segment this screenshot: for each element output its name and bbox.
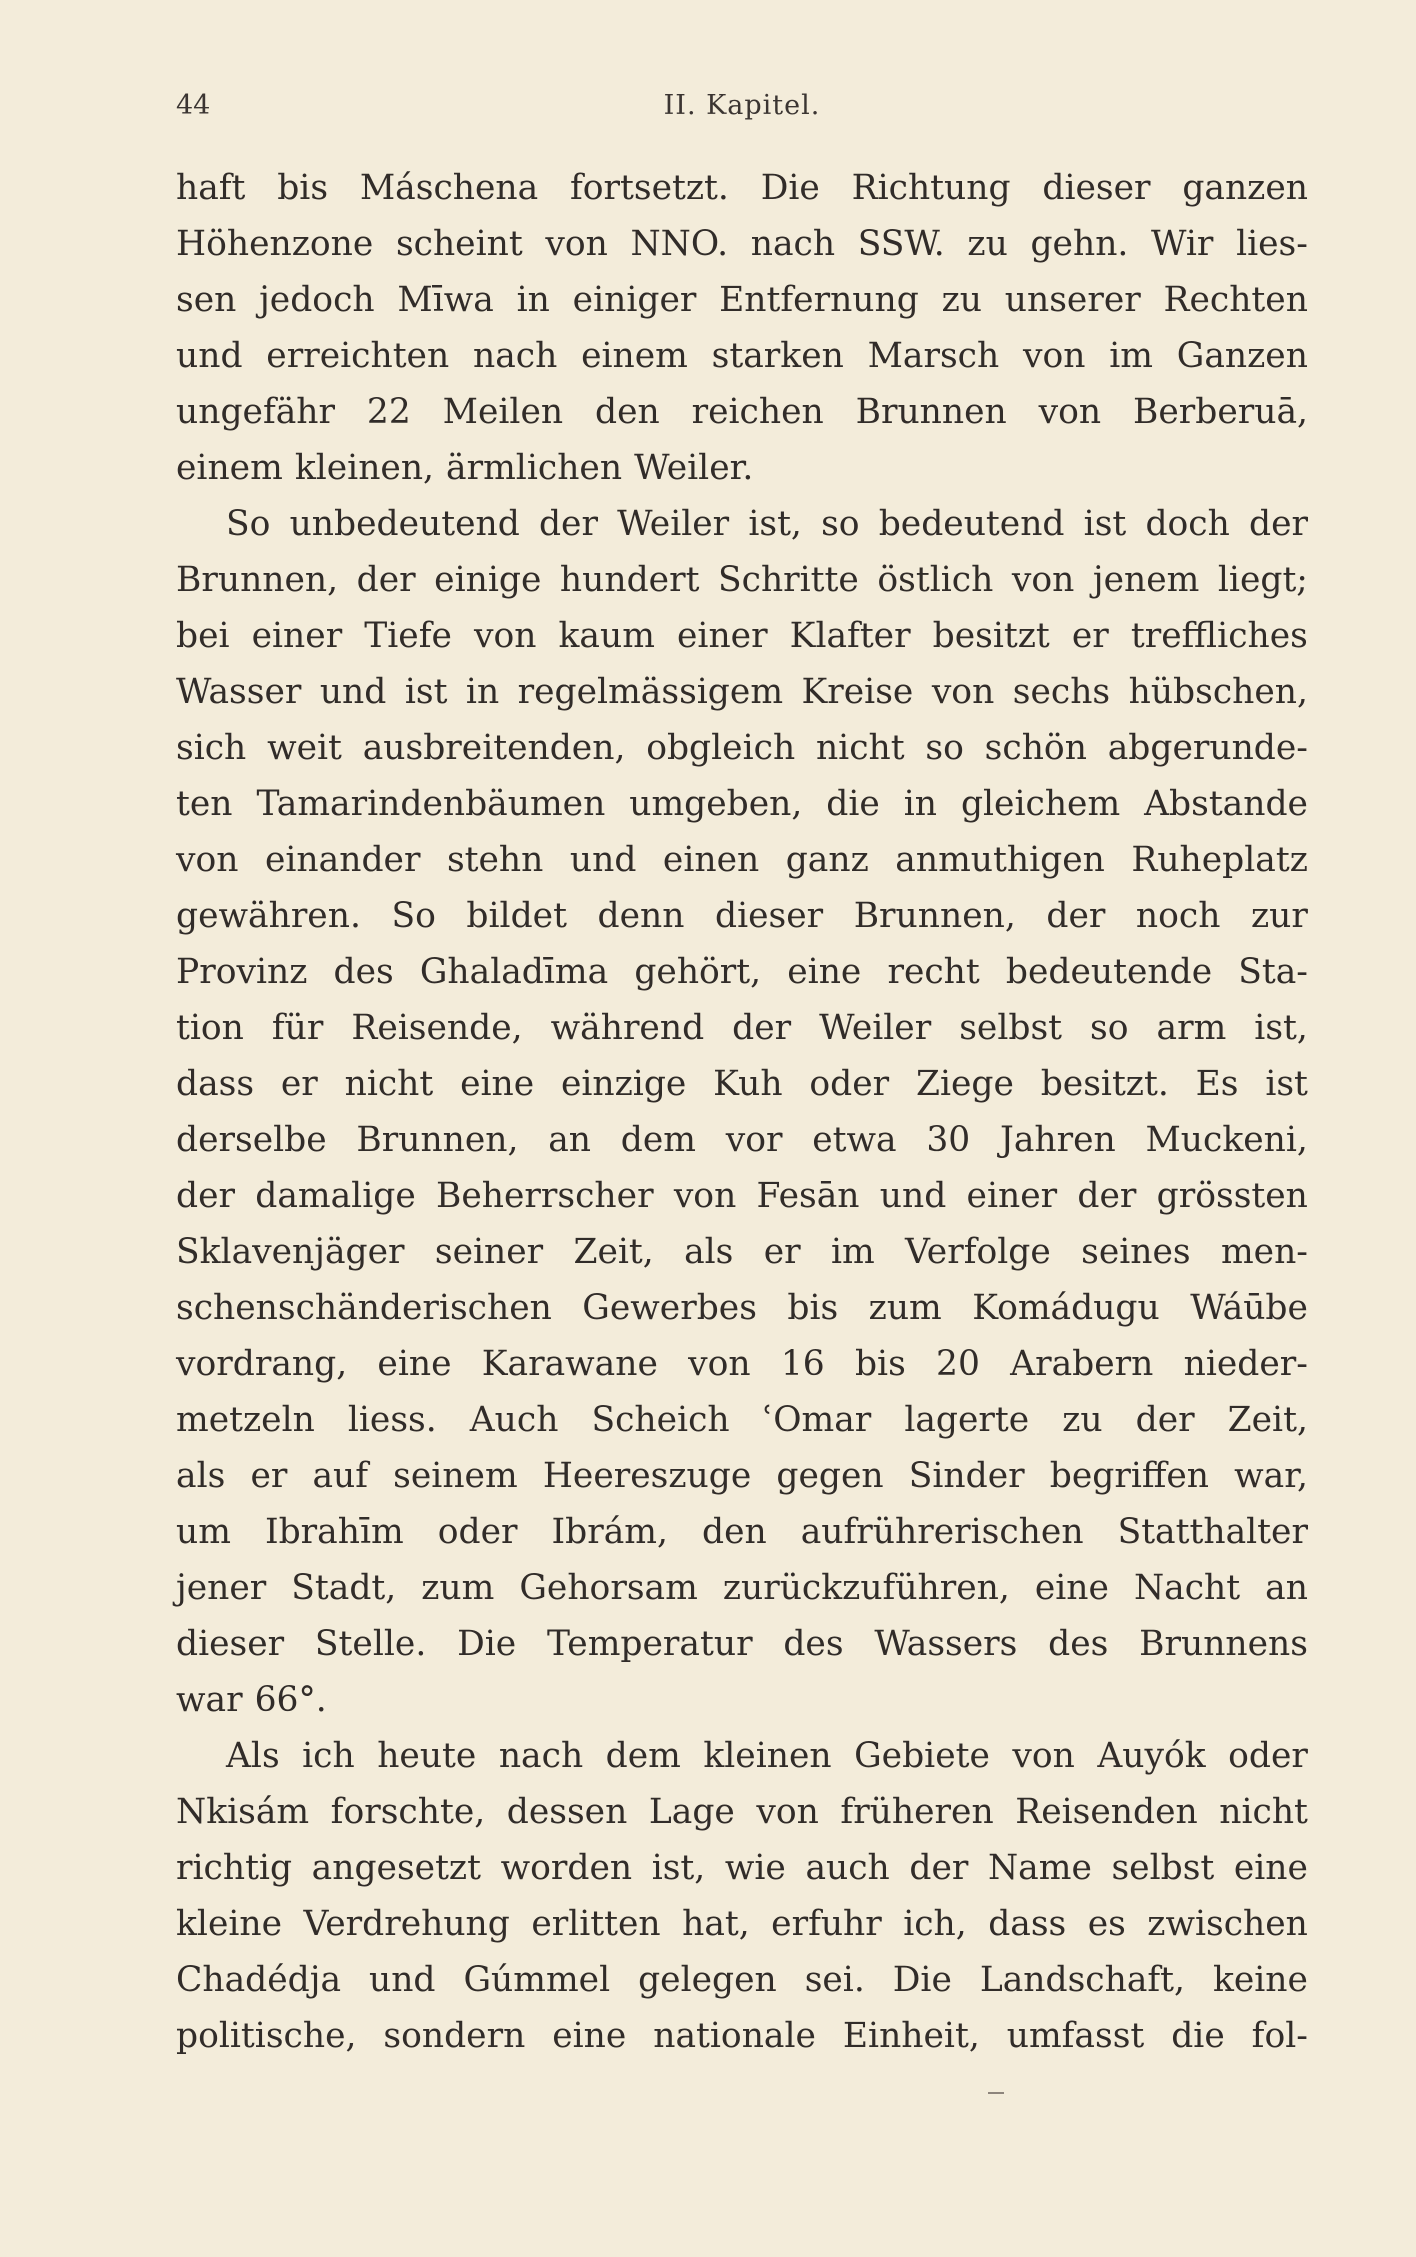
text-line: schenschänderischen Gewerbes bis zum Komádugu Wáūbe bbox=[176, 1288, 1308, 1328]
text-line: als er auf seinem Heereszuge gegen Sinder begriffen war, bbox=[176, 1456, 1308, 1496]
text-line: sich weit ausbreitenden, obgleich nicht so schön abgerunde- bbox=[176, 728, 1308, 768]
page-header bbox=[176, 90, 1308, 130]
text-line: dieser Stelle. Die Temperatur des Wassers des Brunnens bbox=[176, 1624, 1308, 1664]
footer-dash bbox=[988, 2092, 1004, 2094]
text-line: einem kleinen, ärmlichen Weiler. bbox=[176, 448, 754, 488]
text-line: politische, sondern eine nationale Einheit, umfasst die fol- bbox=[176, 2016, 1308, 2056]
text-line: tion für Reisende, während der Weiler selbst so arm ist, bbox=[176, 1008, 1308, 1048]
text-line: ungefähr 22 Meilen den reichen Brunnen von Berberuā, bbox=[176, 392, 1308, 432]
text-line: ten Tamarindenbäumen umgeben, die in gleichem Abstande bbox=[176, 784, 1308, 824]
text-line: Chadédja und Gúmmel gelegen sei. Die Landschaft, keine bbox=[176, 1960, 1308, 2000]
text-line: richtig angesetzt worden ist, wie auch der Name selbst eine bbox=[176, 1848, 1308, 1888]
running-head: II. Kapitel. bbox=[663, 90, 821, 121]
text-line: derselbe Brunnen, an dem vor etwa 30 Jahren Muckeni, bbox=[176, 1120, 1308, 1160]
text-line: sen jedoch Mīwa in einiger Entfernung zu unserer Rechten bbox=[176, 280, 1308, 320]
text-line: bei einer Tiefe von kaum einer Klafter besitzt er treffliches bbox=[176, 616, 1308, 656]
text-line: war 66°. bbox=[176, 1680, 327, 1720]
text-line: von einander stehn und einen ganz anmuthigen Ruheplatz bbox=[176, 840, 1308, 880]
text-line: Nkisám forschte, dessen Lage von früheren Reisenden nicht bbox=[176, 1792, 1308, 1832]
text-line: Höhenzone scheint von NNO. nach SSW. zu gehn. Wir lies- bbox=[176, 224, 1308, 264]
text-line: So unbedeutend der Weiler ist, so bedeutend ist doch der bbox=[226, 504, 1308, 544]
page-number: 44 bbox=[176, 90, 211, 121]
text-line: gewähren. So bildet denn dieser Brunnen, der noch zur bbox=[176, 896, 1308, 936]
text-line: dass er nicht eine einzige Kuh oder Ziege besitzt. Es ist bbox=[176, 1064, 1308, 1104]
text-line: Provinz des Ghaladīma gehört, eine recht bedeutende Sta- bbox=[176, 952, 1308, 992]
text-line: Sklavenjäger seiner Zeit, als er im Verfolge seines men- bbox=[176, 1232, 1308, 1272]
text-line: kleine Verdrehung erlitten hat, erfuhr ich, dass es zwischen bbox=[176, 1904, 1308, 1944]
text-line: Als ich heute nach dem kleinen Gebiete von Auyók oder bbox=[226, 1736, 1308, 1776]
text-line: haft bis Máschena fortsetzt. Die Richtung dieser ganzen bbox=[176, 168, 1308, 208]
text-line: vordrang, eine Karawane von 16 bis 20 Arabern nieder- bbox=[176, 1344, 1308, 1384]
text-line: und erreichten nach einem starken Marsch von im Ganzen bbox=[176, 336, 1308, 376]
text-line: jener Stadt, zum Gehorsam zurückzuführen, eine Nacht an bbox=[176, 1568, 1308, 1608]
body-text bbox=[176, 160, 1308, 2064]
text-line: metzeln liess. Auch Scheich ʿOmar lagerte zu der Zeit, bbox=[176, 1400, 1308, 1440]
text-line: der damalige Beherrscher von Fesān und einer der grössten bbox=[176, 1176, 1308, 1216]
text-line: um Ibrahīm oder Ibrám, den aufrührerischen Statthalter bbox=[176, 1512, 1308, 1552]
text-line: Wasser und ist in regelmässigem Kreise von sechs hübschen, bbox=[176, 672, 1308, 712]
text-line: Brunnen, der einige hundert Schritte östlich von jenem liegt; bbox=[176, 560, 1308, 600]
